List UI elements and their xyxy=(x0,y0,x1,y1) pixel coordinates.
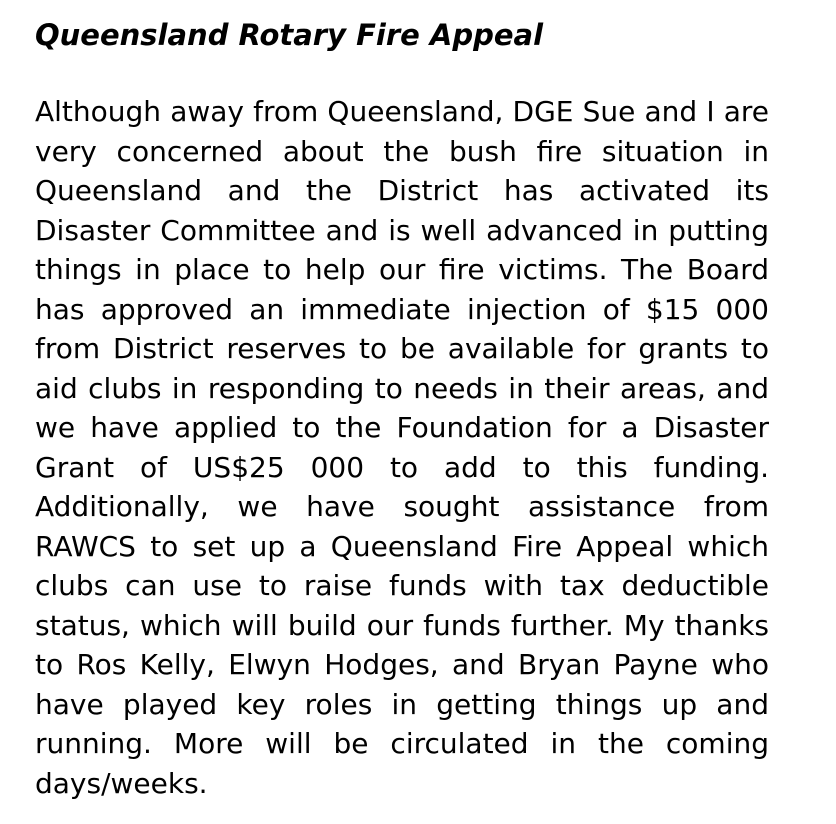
page-title: Queensland Rotary Fire Appeal xyxy=(35,18,544,52)
body-paragraph: Although away from Queensland, DGE Sue and I are very concerned about the bush fire situation in Queensland and the District has activated its Disaster Committee and is well advanced in putting things in place to help our fire victims. The Board has approved an immediate injection of $15 000 from District reserves to be available for grants to aid clubs in responding to needs in their areas, and we have applied to the Foundation for a Disaster Grant of US$25 000 to add to this funding. Additionally, we have sought assistance from RAWCS to set up a Queensland Fire Appeal which clubs can use to raise funds with tax deductible status, which will build our funds further. My thanks to Ros Kelly, Elwyn Hodges, and Bryan Payne who have played key roles in getting things up and running. More will be circulated in the coming days/weeks. xyxy=(35,95,769,800)
document xyxy=(35,16,769,803)
